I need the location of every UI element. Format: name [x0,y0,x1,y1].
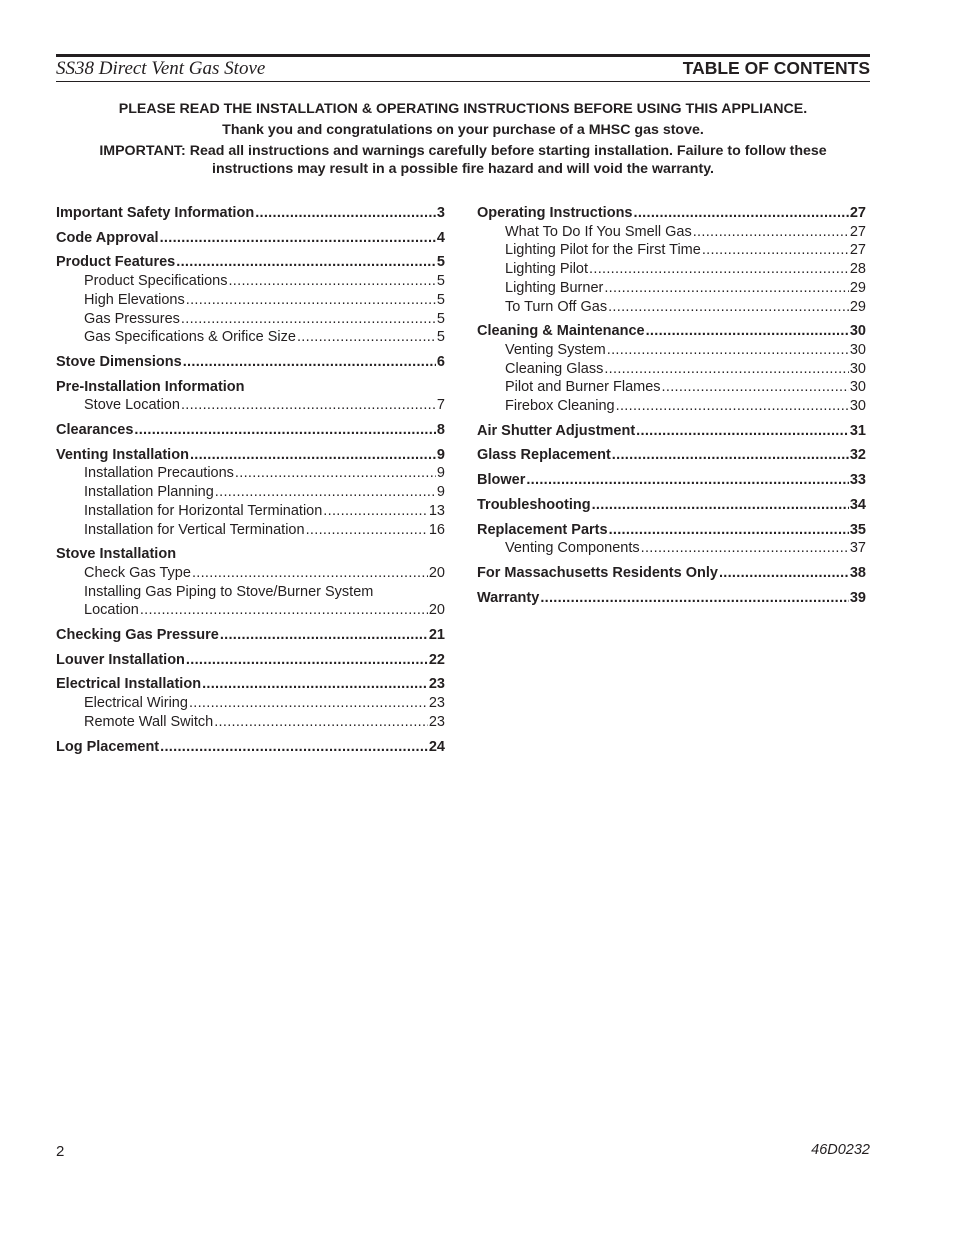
toc-subentry-remote-wall-switch[interactable] [56,713,445,732]
toc-page-number: 30 [849,360,866,377]
toc-dot-leader [140,601,428,620]
toc-entry-title: Check Gas Type [84,564,191,581]
page-number: 2 [56,1143,65,1160]
toc-dot-leader [181,310,436,329]
toc-page-number: 27 [849,205,866,221]
toc-entry-title: Lighting Pilot [505,261,589,278]
toc-entry-louver-installation[interactable] [56,651,445,670]
toc-entry-title: Product Features [56,254,176,271]
toc-dot-leader [609,521,849,540]
toc-entry-title: Stove Location [84,397,180,414]
toc-page-number: 30 [849,323,866,340]
toc-subentry-electrical-wiring[interactable] [56,694,445,713]
toc-section [477,521,866,558]
toc-entry-title: Important Safety Information [56,205,255,221]
toc-page-number: 23 [428,676,445,693]
toc-entry-warranty[interactable] [477,589,866,608]
toc-subentry-venting-system[interactable] [477,341,866,360]
toc-entry-title: Installation Precautions [84,465,234,482]
section-title: TABLE OF CONTENTS [682,58,870,78]
toc-entry-log-placement[interactable] [56,738,445,757]
toc-entry-operating-instructions[interactable] [477,204,866,223]
toc-dot-leader [612,446,849,465]
toc-dot-leader [662,378,849,397]
toc-dot-leader [608,298,849,317]
toc-dot-leader [297,328,436,347]
toc-dot-leader [719,564,849,583]
toc-page-number: 27 [849,242,866,259]
toc-page-number: 29 [849,279,866,296]
toc-entry-stove-dimensions[interactable] [56,353,445,372]
toc-page-number: 31 [849,422,866,439]
intro-important: IMPORTANT: Read all instructions and warnings carefully before starting installation. Failure to follow these [99,143,827,159]
toc-page-number: 29 [849,298,866,315]
toc-page-number: 30 [849,341,866,358]
intro-warranty-warning: instructions may result in a possible fire hazard and will void the warranty. [212,161,714,177]
toc-section [56,738,445,757]
toc-page-number: 23 [428,713,445,730]
toc-page-number: 7 [436,397,445,414]
toc-dot-leader [160,738,428,757]
toc-entry-title: Clearances [56,422,134,439]
toc-subentry-gas-specifications-orifice-size[interactable] [56,328,445,347]
header-rule-bottom [56,81,870,82]
toc-subentry-installation-for-vertical-termination[interactable] [56,521,445,540]
toc-page-number: 3 [436,205,445,221]
toc-section [56,545,445,620]
toc-subentry-location[interactable] [56,601,445,620]
toc-entry-title: High Elevations [84,291,185,308]
toc-entry-title: Electrical Wiring [84,695,188,712]
toc-page-number: 38 [849,564,866,581]
toc-page-number: 39 [849,589,866,606]
toc-entry-title: Cleaning & Maintenance [477,323,645,340]
toc-entry-title: Product Specifications [84,273,228,290]
toc-page-number: 5 [436,310,445,327]
toc-entry-title: Venting Components [505,540,640,557]
toc-page-number: 9 [436,484,445,501]
toc-section [477,471,866,490]
toc-entry-for-massachusetts-residents-only[interactable] [477,564,866,583]
toc-dot-leader [215,483,436,502]
toc-subentry-venting-components[interactable] [477,539,866,558]
toc-entry-title: Log Placement [56,738,160,755]
toc-entry-title: Cleaning Glass [505,360,604,377]
toc-page-number: 5 [436,273,445,290]
toc-subentry-check-gas-type[interactable] [56,564,445,583]
toc-section [477,496,866,515]
toc-dot-leader [228,272,435,291]
toc-dot-leader [634,204,849,223]
toc-dot-leader [183,353,436,372]
toc-section [477,446,866,465]
toc-dot-leader [176,253,436,272]
toc-entry-electrical-installation[interactable] [56,675,445,694]
toc-page-number: 28 [849,261,866,278]
toc-page-number: 30 [849,398,866,415]
toc-page-number: 5 [436,291,445,308]
toc-subentry-to-turn-off-gas[interactable] [477,298,866,317]
toc-entry-title: Venting System [505,341,606,358]
toc-entry-title: Warranty [477,589,540,606]
toc-dot-leader [202,675,428,694]
toc-entry-code-approval[interactable] [56,229,445,248]
toc-page-number: 16 [428,521,445,538]
toc-entry-glass-replacement[interactable] [477,446,866,465]
toc-page-number: 6 [436,353,445,370]
toc-dot-leader [636,422,849,441]
toc-entry-title: Code Approval [56,229,159,246]
toc-entry-title: Blower [477,472,526,489]
toc-entry-title: Troubleshooting [477,496,591,513]
toc-entry-troubleshooting[interactable] [477,496,866,515]
toc-entry-title: Stove Dimensions [56,353,182,370]
toc-dot-leader [323,502,428,521]
toc-entry-title: Location [84,602,139,619]
toc-entry-venting-installation[interactable] [56,446,445,465]
toc-subentry-installing-gas-piping-to-stove-burner-system[interactable] [56,583,445,602]
toc-dot-leader [190,446,436,465]
toc-entry-title: Stove Installation [56,546,177,563]
toc-right-column [477,204,866,613]
toc-dot-leader [592,496,849,515]
intro-notice [56,100,870,178]
toc-section [56,253,445,347]
toc-entry-title: To Turn Off Gas [505,298,608,315]
toc-section [56,353,445,372]
toc-entry-title: Louver Installation [56,651,185,668]
toc-entry-title: For Massachusetts Residents Only [477,564,718,581]
toc-entry-title: Installation for Vertical Termination [84,521,305,538]
toc-dot-leader [134,421,436,440]
toc-page-number: 33 [849,472,866,489]
toc-dot-leader [646,322,849,341]
toc-entry-title: Pilot and Burner Flames [505,379,661,396]
toc-dot-leader [220,626,428,645]
toc-entry-title: Installation for Horizontal Termination [84,502,323,519]
toc-dot-leader [589,260,849,279]
toc-dot-leader [214,713,428,732]
toc-entry-air-shutter-adjustment[interactable] [477,422,866,441]
toc-entry-title: Remote Wall Switch [84,713,214,730]
toc-page-number: 22 [428,651,445,668]
toc-entry-title: Pre-Installation Information [56,378,245,395]
toc-page-number: 13 [428,502,445,519]
toc-dot-leader [604,279,849,298]
toc-page-number: 37 [849,540,866,557]
toc-dot-leader [540,589,849,608]
toc-dot-leader [641,539,849,558]
toc-subentry-what-to-do-if-you-smell-gas[interactable] [477,223,866,242]
toc-page-number: 5 [436,329,445,346]
toc-subentry-gas-pressures[interactable] [56,310,445,329]
toc-entry-blower[interactable] [477,471,866,490]
toc-section [477,204,866,316]
toc-section [477,422,866,441]
toc-page-number: 21 [428,627,445,644]
toc-page-number: 20 [428,564,445,581]
toc-entry-title: Installing Gas Piping to Stove/Burner System [84,583,374,600]
toc-entry-title: Electrical Installation [56,676,202,693]
toc-subentry-installation-for-horizontal-termination[interactable] [56,502,445,521]
toc-entry-title: Venting Installation [56,446,189,463]
toc-dot-leader [616,397,849,416]
toc-dot-leader [192,564,428,583]
toc-section [56,651,445,670]
toc-dot-leader [702,241,849,260]
toc-section [56,421,445,440]
intro-read-instructions: PLEASE READ THE INSTALLATION & OPERATING INSTRUCTIONS BEFORE USING THIS APPLIANCE. [118,101,808,117]
document-number: 46D0232 [811,1142,870,1158]
toc-page-number: 5 [436,254,445,271]
toc-entry-title: What To Do If You Smell Gas [505,223,692,240]
toc-dot-leader [186,651,428,670]
toc-entry-cleaning-maintenance[interactable] [477,322,866,341]
toc-page-number: 27 [849,223,866,240]
toc-entry-title: Firebox Cleaning [505,398,615,415]
document-title: SS38 Direct Vent Gas Stove [56,58,266,79]
toc-entry-pre-installation-information[interactable] [56,378,445,397]
toc-subentry-stove-location[interactable] [56,396,445,415]
toc-dot-leader [255,204,436,223]
toc-entry-title: Lighting Pilot for the First Time [505,242,701,259]
toc-entry-important-safety-information[interactable] [56,204,445,223]
toc-section [56,229,445,248]
toc-dot-leader [693,223,849,242]
toc-subentry-product-specifications[interactable] [56,272,445,291]
toc-dot-leader [181,396,436,415]
toc-entry-title: Lighting Burner [505,279,604,296]
toc-section [56,675,445,731]
toc-subentry-installation-precautions[interactable] [56,464,445,483]
toc-dot-leader [607,341,849,360]
toc-subentry-lighting-burner[interactable] [477,279,866,298]
toc-entry-title: Checking Gas Pressure [56,627,219,644]
toc-subentry-pilot-and-burner-flames[interactable] [477,378,866,397]
toc-entry-title: Gas Specifications & Orifice Size [84,329,296,346]
toc-page-number: 30 [849,379,866,396]
header-rule-top [56,54,870,57]
toc-page-number: 4 [436,229,445,246]
toc-section [56,446,445,540]
toc-dot-leader [235,464,436,483]
toc-section [477,589,866,608]
toc-section [477,322,866,416]
toc-section [56,204,445,223]
toc-entry-title: Operating Instructions [477,205,633,221]
toc-dot-leader [160,229,436,248]
toc-section [56,626,445,645]
toc-entry-title: Air Shutter Adjustment [477,422,636,439]
toc-entry-title: Installation Planning [84,484,214,501]
toc-page-number: 32 [849,447,866,464]
intro-thank-you: Thank you and congratulations on your purchase of a MHSC gas stove. [222,122,704,138]
toc-dot-leader [526,471,849,490]
toc-entry-title: Replacement Parts [477,521,608,538]
toc-section [477,564,866,583]
toc-page-number: 35 [849,521,866,538]
toc-dot-leader [604,360,849,379]
toc-entry-replacement-parts[interactable] [477,521,866,540]
toc-page-number: 8 [436,422,445,439]
toc-subentry-cleaning-glass[interactable] [477,360,866,379]
toc-entry-title: Gas Pressures [84,310,180,327]
toc-dot-leader [306,521,428,540]
toc-subentry-lighting-pilot-for-the-first-time[interactable] [477,241,866,260]
toc-entry-product-features[interactable] [56,253,445,272]
toc-page-number: 23 [428,695,445,712]
toc-dot-leader [189,694,428,713]
toc-page-number: 34 [849,496,866,513]
toc-entry-checking-gas-pressure[interactable] [56,626,445,645]
toc-subentry-firebox-cleaning[interactable] [477,397,866,416]
toc-entry-title: Glass Replacement [477,447,611,464]
toc-section [56,378,445,415]
toc-left-column [56,204,445,762]
toc-subentry-lighting-pilot[interactable] [477,260,866,279]
toc-subentry-high-elevations[interactable] [56,291,445,310]
toc-subentry-installation-planning[interactable] [56,483,445,502]
toc-page-number: 24 [428,738,445,755]
toc-page-number: 20 [428,602,445,619]
toc-dot-leader [186,291,436,310]
toc-page-number: 9 [436,465,445,482]
toc-entry-stove-installation[interactable] [56,545,445,564]
toc-entry-clearances[interactable] [56,421,445,440]
toc-page-number: 9 [436,446,445,463]
